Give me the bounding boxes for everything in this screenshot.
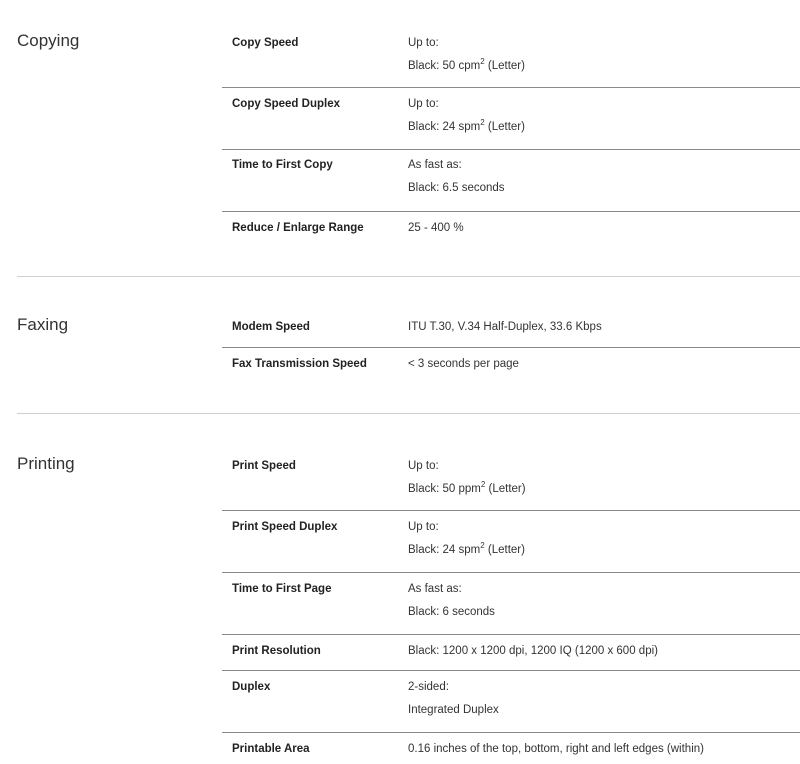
spec-value-line [408,541,525,556]
spec-value-text: Black: 24 spm [408,544,481,556]
spec-label: Copy Speed Duplex [232,98,340,110]
spec-value-line: ITU T.30, V.34 Half-Duplex, 33.6 Kbps [408,321,602,333]
spec-value [408,222,464,234]
spec-value-line: Integrated Duplex [408,704,499,716]
spec-value-line: Up to: [408,98,439,110]
footnote-marker: 2 [480,480,486,490]
spec-label: Reduce / Enlarge Range [232,222,364,234]
spec-value-line: < 3 seconds per page [408,358,519,370]
spec-value-line: 0.16 inches of the top, bottom, right and left edges (within) [408,743,704,755]
spec-value-text: (Letter) [484,121,525,133]
spec-value-line: As fast as: [408,583,462,595]
spec-value [408,521,525,556]
spec-label: Printable Area [232,743,310,755]
spec-row-copy-speed [222,27,800,88]
spec-value-line [408,480,526,495]
spec-value-line: Up to: [408,37,439,49]
spec-value [408,583,495,618]
spec-value [408,98,525,133]
spec-row-fax-transmission-speed [222,348,800,384]
footnote-marker: 2 [480,57,485,67]
footnote-marker: 2 [480,541,485,551]
spec-row-reduce-enlarge-range [222,212,800,252]
spec-value [408,159,505,194]
spec-value-text: (Letter) [484,60,525,72]
section-divider [17,413,800,414]
spec-value-text: (Letter) [485,483,526,495]
spec-table-faxing [222,311,800,384]
spec-label: Print Resolution [232,645,321,657]
spec-value-text: Black: 50 ppm [408,483,481,495]
spec-value-line: Black: 1200 x 1200 dpi, 1200 IQ (1200 x 600 dpi) [408,645,658,657]
spec-row-time-to-first-page [222,573,800,635]
spec-value-line: Black: 6.5 seconds [408,182,505,194]
spec-value-line: 25 - 400 % [408,222,464,234]
spec-value [408,37,525,72]
spec-value-line [408,118,525,133]
spec-row-printable-area [222,733,800,764]
section-title-printing: Printing [17,454,75,473]
spec-row-modem-speed [222,311,800,348]
spec-label: Print Speed Duplex [232,521,338,533]
spec-value-text: (Letter) [484,544,525,556]
spec-row-print-speed-duplex [222,511,800,573]
spec-row-print-speed [222,450,800,511]
spec-row-print-resolution [222,635,800,671]
spec-value [408,321,602,333]
spec-value [408,645,658,657]
spec-value-line: Black: 6 seconds [408,606,495,618]
spec-value-line: Up to: [408,460,439,472]
spec-row-duplex [222,671,800,733]
spec-value-line: As fast as: [408,159,462,171]
spec-value-line [408,57,525,72]
spec-label: Print Speed [232,460,296,472]
spec-value-text: Black: 24 spm [408,121,481,133]
spec-table-copying [222,27,800,252]
spec-label: Fax Transmission Speed [232,358,367,370]
spec-value [408,460,526,495]
footnote-marker: 2 [480,118,485,128]
spec-value-line: 2-sided: [408,681,449,693]
spec-table-printing [222,450,800,764]
spec-value-text: Black: 50 cpm [408,60,481,72]
spec-label: Copy Speed [232,37,299,49]
spec-label: Modem Speed [232,321,310,333]
section-divider [17,276,800,277]
section-title-copying: Copying [17,31,80,50]
section-title-faxing: Faxing [17,315,69,334]
spec-label: Time to First Copy [232,159,333,171]
spec-label: Time to First Page [232,583,332,595]
spec-value-line: Up to: [408,521,439,533]
spec-row-time-to-first-copy [222,150,800,212]
spec-label: Duplex [232,681,271,693]
spec-value [408,743,704,755]
spec-row-copy-speed-duplex [222,88,800,150]
spec-value [408,681,499,716]
spec-value [408,358,519,370]
